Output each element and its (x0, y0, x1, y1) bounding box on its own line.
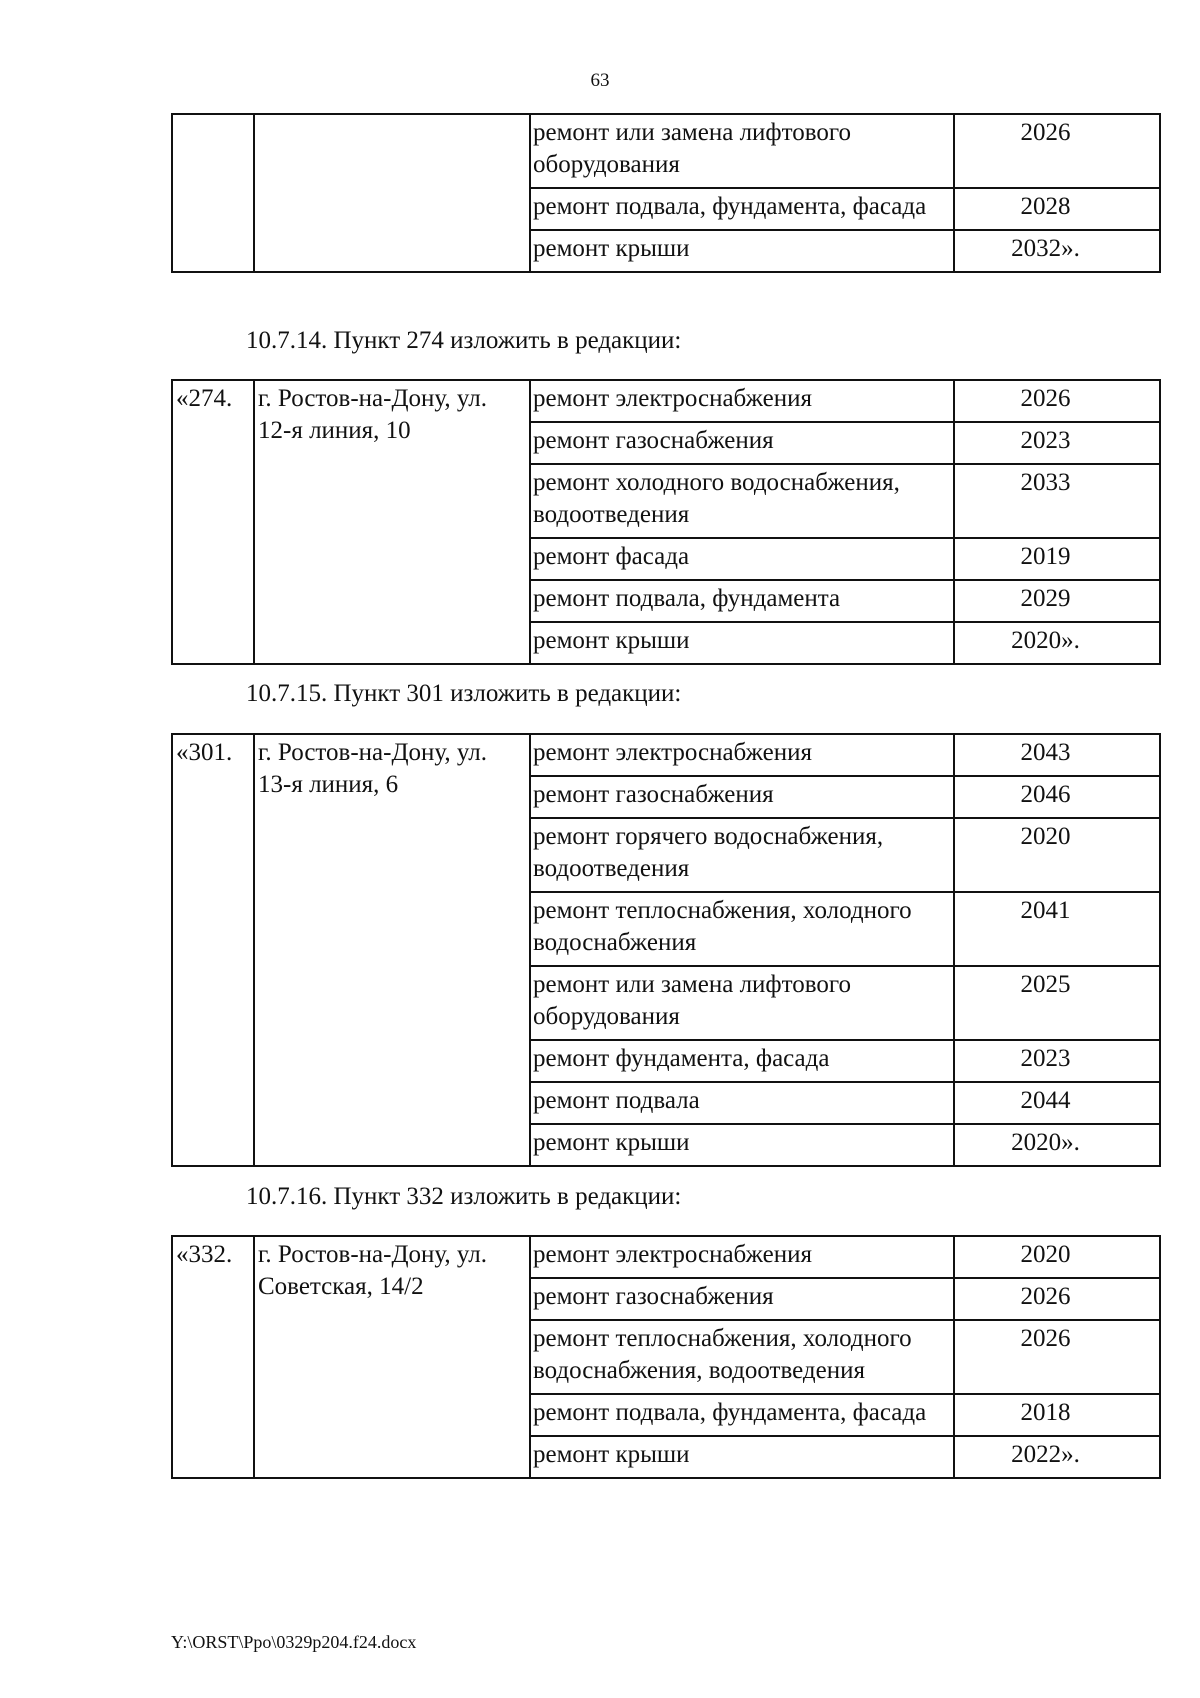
year-cell: 2025 (954, 966, 1160, 1040)
item-number-cell: «301. (172, 734, 254, 1166)
section-heading-332: 10.7.16. Пункт 332 изложить в редакции: (246, 1183, 682, 1210)
work-type-cell: ремонт крыши (530, 622, 954, 664)
work-type-cell: ремонт теплоснабжения, холодного водоснабжения, водоотведения (530, 1320, 954, 1394)
year-cell: 2026 (954, 114, 1160, 188)
work-type-cell: ремонт газоснабжения (530, 776, 954, 818)
item-number-cell: «332. (172, 1236, 254, 1478)
continuation-table (171, 113, 1161, 273)
work-type-cell: ремонт или замена лифтового оборудования (530, 966, 954, 1040)
year-cell: 2026 (954, 1320, 1160, 1394)
table-row (172, 734, 1160, 776)
page-number: 63 (590, 70, 610, 91)
year-cell: 2026 (954, 1278, 1160, 1320)
year-cell: 2026 (954, 380, 1160, 422)
work-type-cell: ремонт горячего водоснабжения, водоотведения (530, 818, 954, 892)
table-row (172, 114, 1160, 188)
work-type-cell: ремонт электроснабжения (530, 380, 954, 422)
address-cell: г. Ростов-на-Дону, ул. 13-я линия, 6 (254, 734, 530, 1166)
work-type-cell: ремонт подвала, фундамента, фасада (530, 188, 954, 230)
work-type-cell: ремонт газоснабжения (530, 1278, 954, 1320)
address-cell: г. Ростов-на-Дону, ул. 12-я линия, 10 (254, 380, 530, 664)
year-cell: 2022». (954, 1436, 1160, 1478)
work-type-cell: ремонт крыши (530, 1436, 954, 1478)
work-type-cell: ремонт теплоснабжения, холодного водоснабжения (530, 892, 954, 966)
year-cell: 2044 (954, 1082, 1160, 1124)
section-heading-274: 10.7.14. Пункт 274 изложить в редакции: (246, 327, 682, 354)
item-number-cell: «274. (172, 380, 254, 664)
year-cell: 2043 (954, 734, 1160, 776)
work-type-cell: ремонт крыши (530, 1124, 954, 1166)
section-heading-301: 10.7.15. Пункт 301 изложить в редакции: (246, 680, 682, 707)
year-cell: 2023 (954, 422, 1160, 464)
year-cell: 2033 (954, 464, 1160, 538)
year-cell: 2020». (954, 1124, 1160, 1166)
work-type-cell: ремонт фасада (530, 538, 954, 580)
year-cell: 2028 (954, 188, 1160, 230)
footer-file-path: Y:\ORST\Ppo\0329p204.f24.docx (171, 1632, 417, 1652)
work-type-cell: ремонт электроснабжения (530, 1236, 954, 1278)
work-type-cell: ремонт подвала, фундамента, фасада (530, 1394, 954, 1436)
work-type-cell: ремонт подвала (530, 1082, 954, 1124)
work-type-cell: ремонт электроснабжения (530, 734, 954, 776)
work-type-cell: ремонт крыши (530, 230, 954, 272)
year-cell: 2032». (954, 230, 1160, 272)
table-row (172, 1236, 1160, 1278)
work-type-cell: ремонт холодного водоснабжения, водоотведения (530, 464, 954, 538)
address-cell (254, 114, 530, 272)
year-cell: 2023 (954, 1040, 1160, 1082)
year-cell: 2019 (954, 538, 1160, 580)
work-type-cell: ремонт фундамента, фасада (530, 1040, 954, 1082)
year-cell: 2041 (954, 892, 1160, 966)
item-number-cell (172, 114, 254, 272)
work-type-cell: ремонт газоснабжения (530, 422, 954, 464)
year-cell: 2020 (954, 818, 1160, 892)
work-type-cell: ремонт подвала, фундамента (530, 580, 954, 622)
repair-table-274 (171, 379, 1161, 665)
year-cell: 2046 (954, 776, 1160, 818)
address-cell: г. Ростов-на-Дону, ул. Советская, 14/2 (254, 1236, 530, 1478)
year-cell: 2020». (954, 622, 1160, 664)
work-type-cell: ремонт или замена лифтового оборудования (530, 114, 954, 188)
year-cell: 2020 (954, 1236, 1160, 1278)
year-cell: 2018 (954, 1394, 1160, 1436)
year-cell: 2029 (954, 580, 1160, 622)
repair-table-301 (171, 733, 1161, 1167)
repair-table-332 (171, 1235, 1161, 1479)
table-row (172, 380, 1160, 422)
